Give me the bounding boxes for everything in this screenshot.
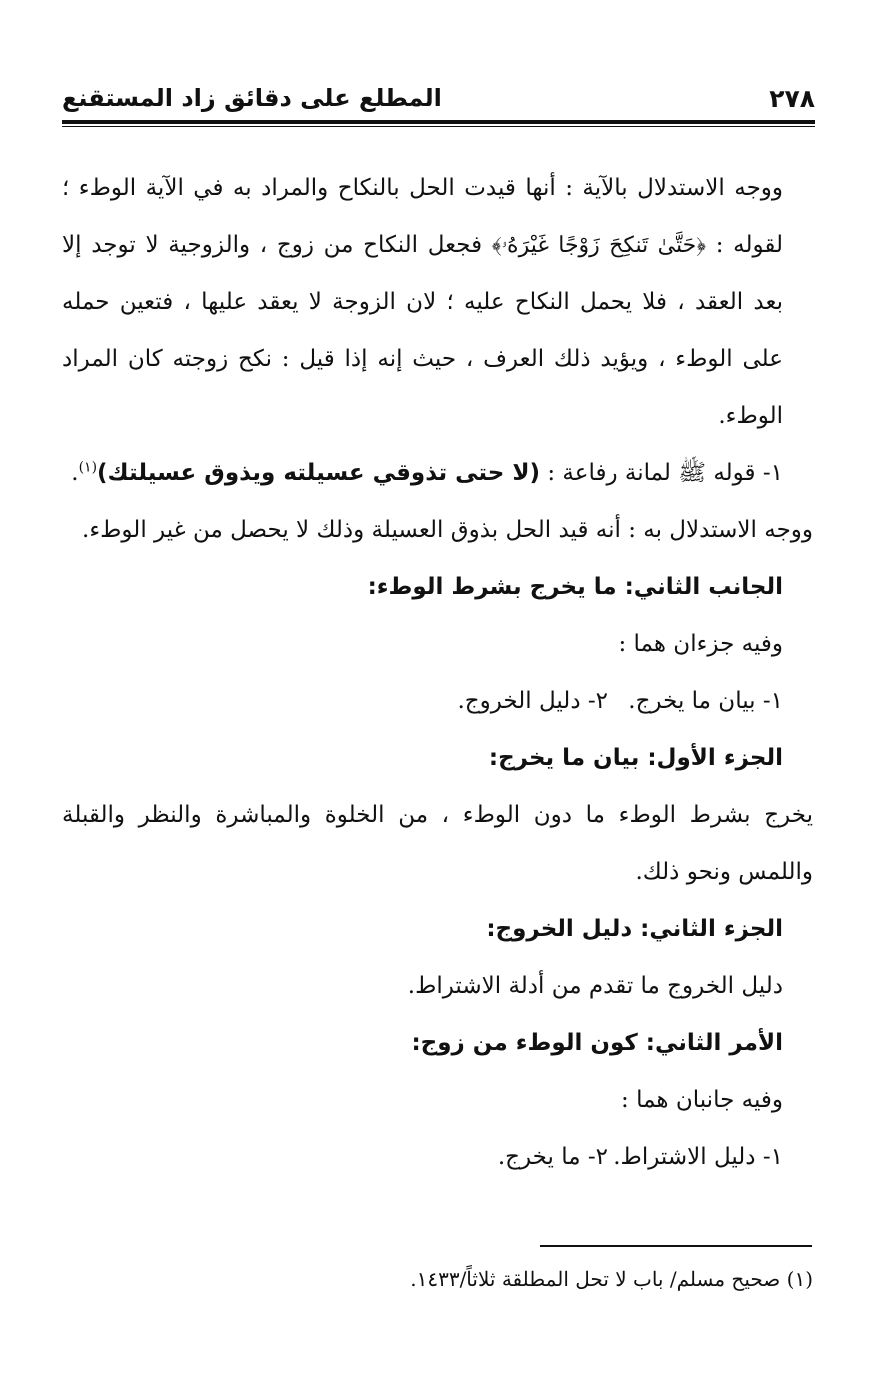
paragraph-exclusion-evidence: دليل الخروج ما تقدم من أدلة الاشتراط. [407,973,783,999]
paragraph-hadith-evidence: ووجه الاستدلال به : أنه قيد الحل بذوق العسيلة وذلك لا يحصل من غير الوطء. [82,517,813,543]
paragraph-verse-evidence: ووجه الاستدلال بالآية : أنها قيدت الحل بالنكاح والمراد به في الآية الوطء ؛ لقوله : ﴿حَتَّىٰ تَنكِحَ زَوْجًا غَيْرَهُۥ﴾ فجعل النكاح من زوج ، والزوجية لا توجد إلا بعد العقد ، فلا يحمل النكاح عليه ؛ لان الزوجة لا يعقد عليها ، فتعين حمله على الوطء ، ويؤيد ذلك العرف ، حيث إنه إذا قيل : نكح زوجته كان المراد الوطء. [62,175,783,429]
list-item: ١- دليل الاشتراط. [613,1144,783,1170]
hadith-quote: (لا حتى تذوقي عسيلته ويذوق عسيلتك) [97,460,541,486]
heading-part-two: الجزء الثاني: دليل الخروج: [486,916,783,942]
page-number: ٢٧٨ [769,84,815,113]
list-item: ٢- ما يخرج. [497,1144,608,1170]
header-rule-thin [62,126,815,127]
heading-part-one: الجزء الأول: بيان ما يخرج: [488,745,783,771]
list-aspects [62,1129,813,1186]
heading-second-aspect: الجانب الثاني: ما يخرج بشرط الوطء: [367,574,783,600]
page-header [62,82,815,122]
running-title: المطلع على دقائق زاد المستقنع [62,84,442,112]
list-item: ٢- دليل الخروج. [457,688,608,714]
quran-quote: ﴿حَتَّىٰ تَنكِحَ زَوْجًا غَيْرَهُۥ﴾ [491,233,706,258]
paragraph-excluded: يخرج بشرط الوطء ما دون الوطء ، من الخلوة والمباشرة والنظر والقبلة واللمس ونحو ذلك. [62,802,813,885]
footnote-marker: (١) [78,459,98,476]
paragraph-hadith: ١- قوله ﷺ لمانة رفاعة : (لا حتى تذوقي عسيلته ويذوق عسيلتك)$^{(١)}$. [71,459,783,486]
header-rule-thick [62,120,815,124]
list-parts [62,673,813,730]
footnote: (١) صحيح مسلم/ باب لا تحل المطلقة ثلاثاً/١٤٣٣. [410,1267,813,1291]
main-text [62,160,813,1186]
footnote-separator [540,1245,812,1247]
paragraph-two-parts: وفيه جزءان هما : [618,631,783,657]
paragraph-two-aspects: وفيه جانبان هما : [621,1087,783,1113]
list-item: ١- بيان ما يخرج. [628,688,783,714]
heading-second-matter: الأمر الثاني: كون الوطء من زوج: [411,1030,783,1056]
